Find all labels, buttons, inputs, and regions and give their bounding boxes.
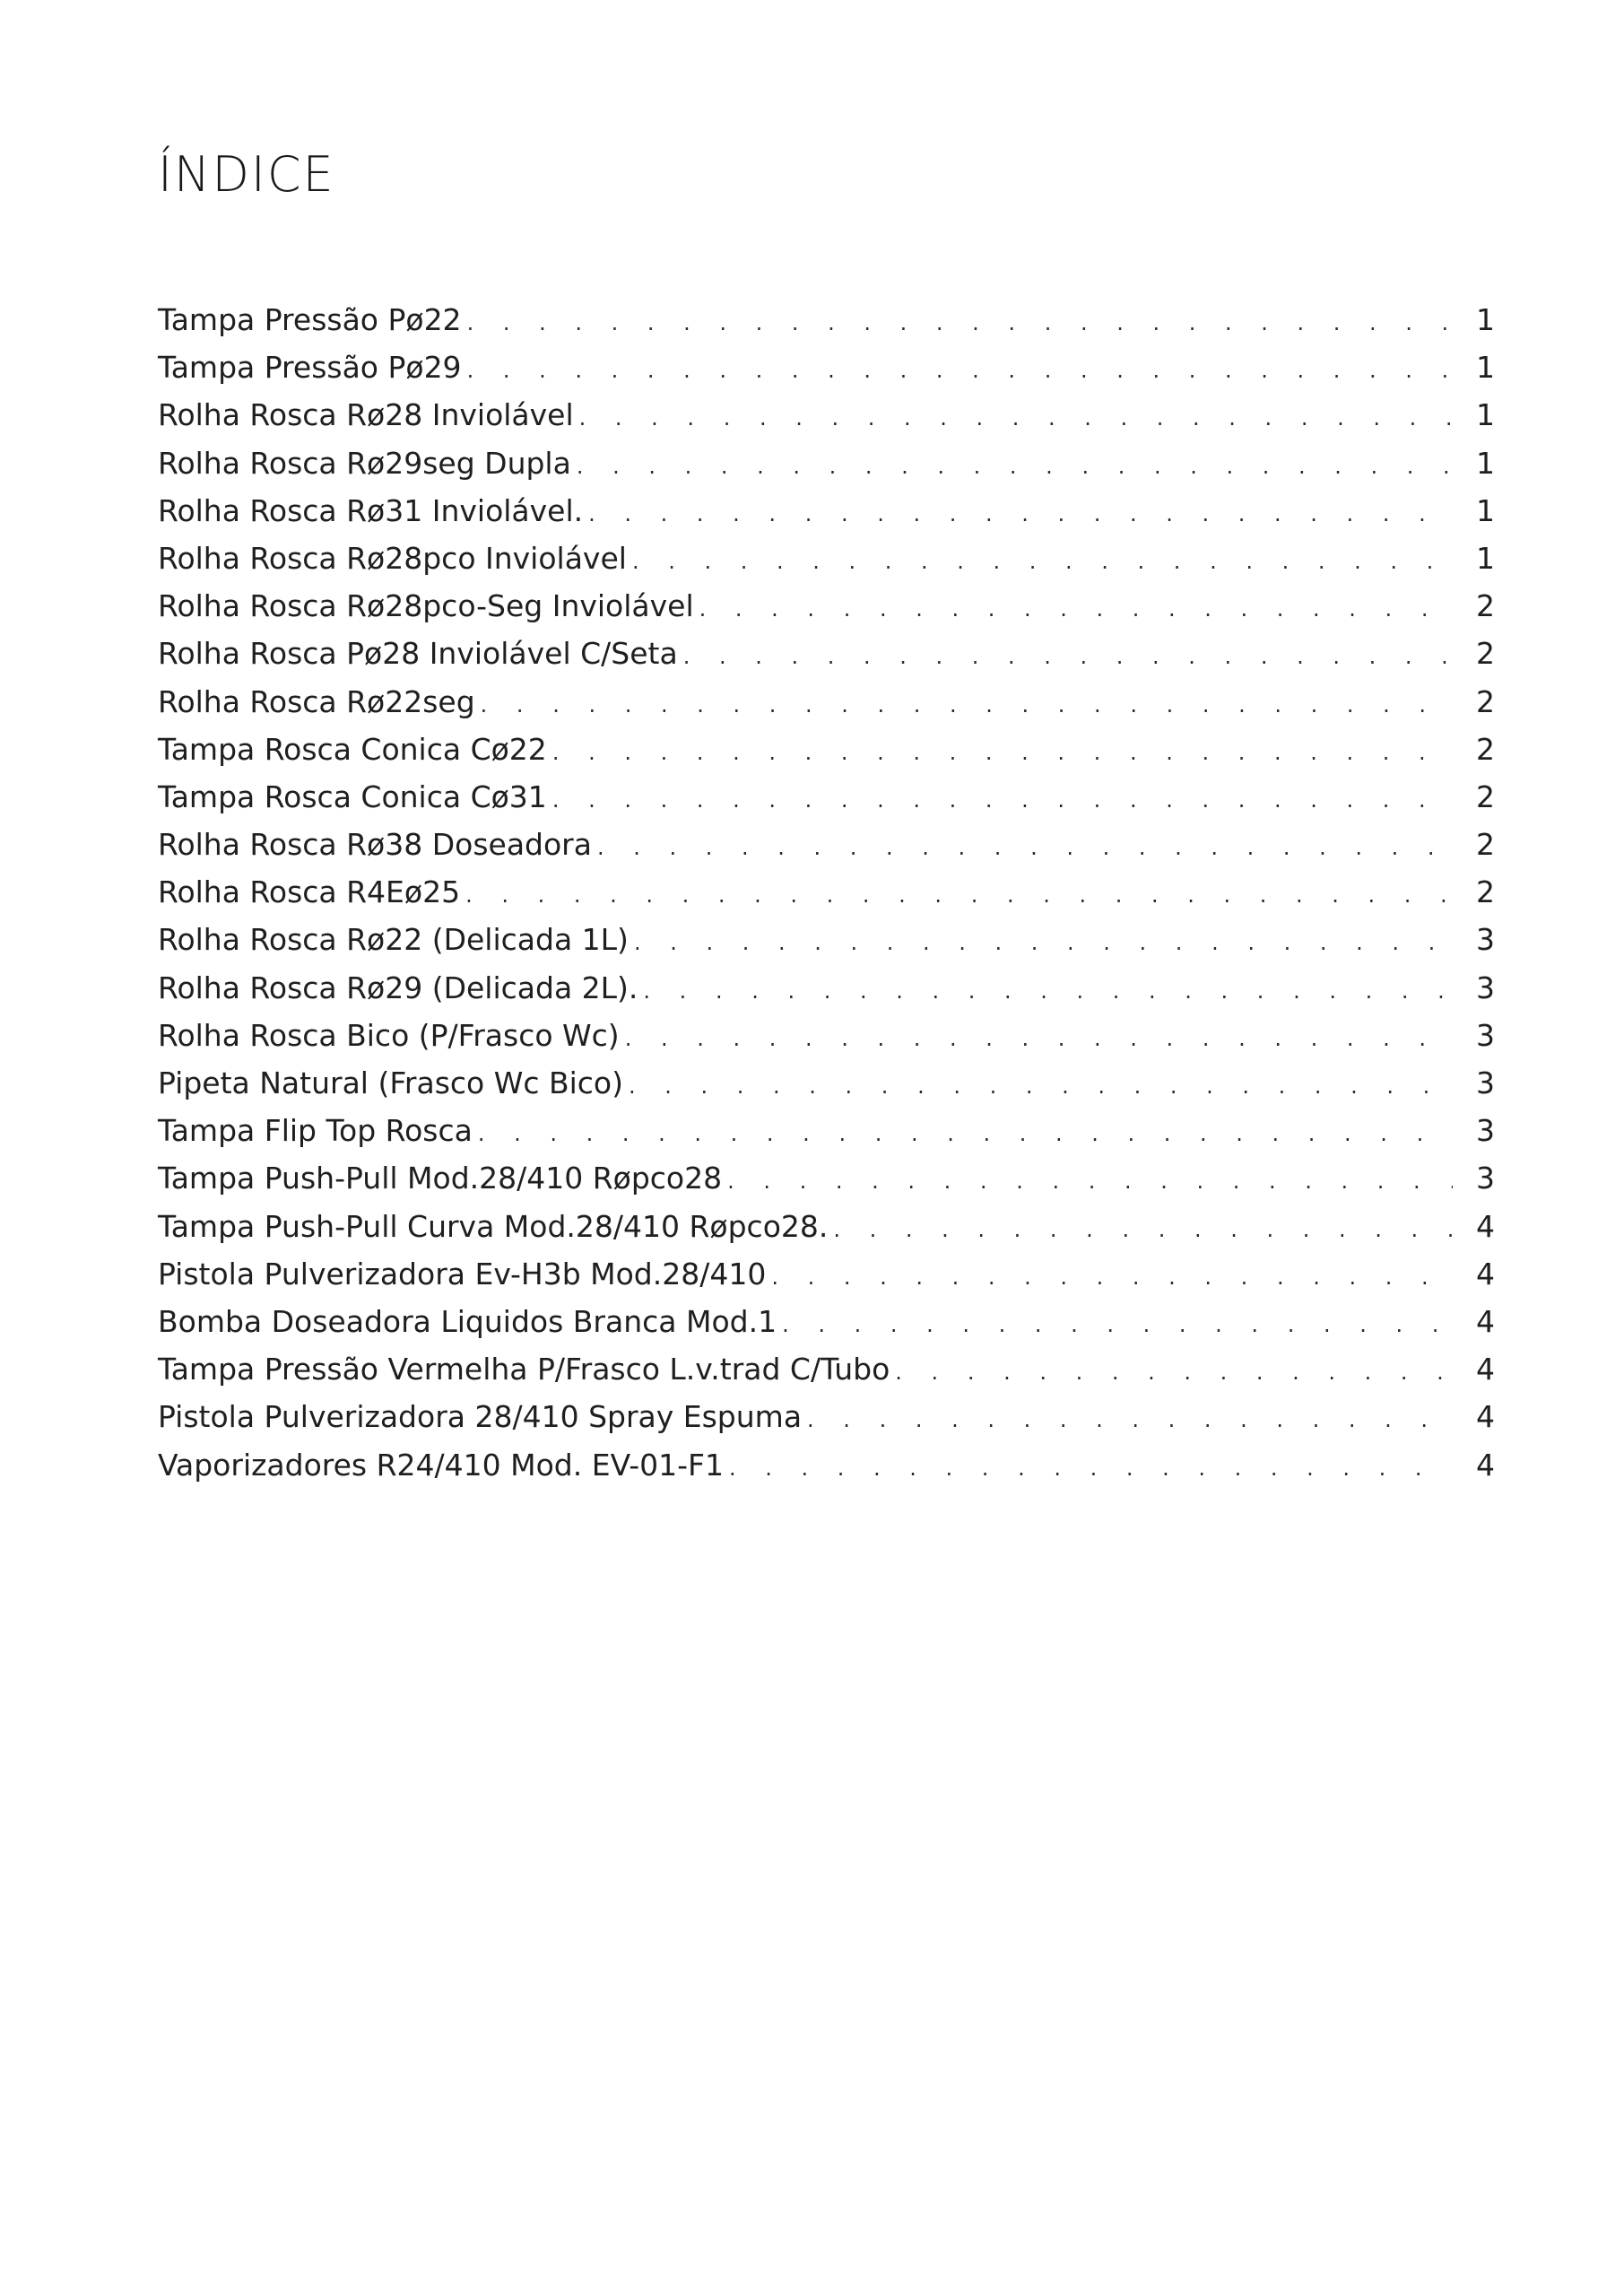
toc-entry[interactable]: [158, 821, 1494, 868]
toc-entry[interactable]: [158, 726, 1494, 773]
toc-entry[interactable]: [158, 1250, 1494, 1298]
page-title: ÍNDICE: [158, 146, 335, 203]
toc-entry[interactable]: [158, 1203, 1494, 1250]
toc-dot-leader: [727, 1158, 1453, 1205]
toc-entry-page-number: 3: [1476, 1113, 1495, 1149]
toc-entry-page-number: 1: [1476, 540, 1495, 576]
toc-entry-label: Rolha Rosca Rø29 (Delicada 2L).: [158, 970, 638, 1005]
toc-entry[interactable]: [158, 630, 1494, 677]
toc-entry-label: Rolha Rosca R4Eø25: [158, 874, 461, 910]
toc-entry-label: Rolha Rosca Bico (P/Frasco Wc): [158, 1017, 620, 1053]
toc-dot-leader: [634, 919, 1453, 967]
toc-entry-label: Pistola Pulverizadora 28/410 Spray Espuma: [158, 1399, 803, 1435]
toc-entry-label: Rolha Rosca Rø22 (Delicada 1L): [158, 922, 629, 958]
toc-entry-page-number: 2: [1476, 588, 1495, 624]
toc-entry-page-number: 4: [1476, 1352, 1495, 1387]
toc-entry-page-number: 1: [1476, 302, 1495, 337]
toc-entry-label: Tampa Pressão Vermelha P/Frasco L.v.trad C/Tubo: [158, 1352, 890, 1387]
toc-entry-page-number: 3: [1476, 970, 1495, 1005]
toc-entry[interactable]: [158, 487, 1494, 535]
toc-entry-label: Rolha Rosca Rø22seg: [158, 683, 475, 719]
toc-entry-label: Rolha Rosca Rø28 Inviolável: [158, 397, 574, 433]
toc-dot-leader: [729, 1445, 1453, 1492]
toc-entry[interactable]: [158, 582, 1494, 630]
toc-entry-label: Tampa Pressão Pø29: [158, 350, 462, 386]
toc-entry[interactable]: [158, 391, 1494, 439]
toc-dot-leader: [632, 538, 1453, 586]
toc-dot-leader: [579, 395, 1453, 442]
toc-entry-label: Tampa Push-Pull Mod.28/410 Røpco28: [158, 1161, 723, 1196]
toc-dot-leader: [467, 347, 1453, 395]
toc-entry-page-number: 4: [1476, 1256, 1495, 1292]
table-of-contents: [158, 296, 1494, 1489]
toc-entry-page-number: 2: [1476, 683, 1495, 719]
toc-entry-page-number: 1: [1476, 350, 1495, 386]
toc-dot-leader: [683, 633, 1453, 681]
toc-entry-label: Tampa Pressão Pø22: [158, 302, 462, 337]
toc-entry[interactable]: [158, 1107, 1494, 1154]
toc-dot-leader: [467, 300, 1453, 347]
toc-entry-page-number: 4: [1476, 1447, 1495, 1483]
toc-entry[interactable]: [158, 1393, 1494, 1440]
toc-dot-leader: [625, 1015, 1453, 1063]
toc-entry[interactable]: [158, 868, 1494, 916]
toc-entry-label: Pistola Pulverizadora Ev-H3b Mod.28/410: [158, 1256, 767, 1292]
toc-dot-leader: [771, 1254, 1453, 1301]
toc-entry[interactable]: [158, 1298, 1494, 1345]
toc-entry[interactable]: [158, 916, 1494, 963]
toc-entry[interactable]: [158, 773, 1494, 821]
toc-entry-page-number: 2: [1476, 778, 1495, 814]
toc-dot-leader: [629, 1063, 1453, 1110]
toc-entry-label: Rolha Rosca Rø29seg Dupla: [158, 445, 571, 481]
toc-dot-leader: [643, 968, 1453, 1015]
toc-dot-leader: [807, 1396, 1453, 1444]
toc-entry-label: Tampa Rosca Conica Cø22: [158, 731, 547, 767]
toc-dot-leader: [833, 1206, 1453, 1254]
toc-entry-page-number: 4: [1476, 1399, 1495, 1435]
toc-entry-page-number: 2: [1476, 874, 1495, 910]
toc-entry-page-number: 4: [1476, 1208, 1495, 1244]
toc-dot-leader: [597, 824, 1453, 872]
toc-dot-leader: [465, 872, 1453, 919]
toc-dot-leader: [588, 491, 1453, 538]
toc-entry[interactable]: [158, 964, 1494, 1012]
toc-entry-label: Bomba Doseadora Liquidos Branca Mod.1: [158, 1303, 777, 1339]
toc-entry[interactable]: [158, 1059, 1494, 1107]
toc-entry-page-number: 3: [1476, 922, 1495, 958]
toc-dot-leader: [782, 1301, 1453, 1349]
toc-entry-page-number: 3: [1476, 1017, 1495, 1053]
toc-entry-label: Tampa Flip Top Rosca: [158, 1113, 473, 1149]
toc-entry-page-number: 2: [1476, 731, 1495, 767]
toc-dot-leader: [481, 682, 1453, 729]
toc-entry-page-number: 3: [1476, 1161, 1495, 1196]
toc-dot-leader: [478, 1110, 1453, 1158]
toc-entry-page-number: 1: [1476, 492, 1495, 528]
toc-dot-leader: [699, 586, 1453, 633]
toc-dot-leader: [552, 729, 1453, 777]
toc-entry[interactable]: [158, 439, 1494, 487]
toc-entry-page-number: 2: [1476, 636, 1495, 672]
toc-entry[interactable]: [158, 535, 1494, 582]
toc-entry[interactable]: [158, 344, 1494, 391]
toc-entry[interactable]: [158, 1154, 1494, 1202]
toc-dot-leader: [552, 777, 1453, 824]
toc-entry[interactable]: [158, 1441, 1494, 1489]
toc-entry[interactable]: [158, 1345, 1494, 1393]
toc-entry-label: Pipeta Natural (Frasco Wc Bico): [158, 1065, 623, 1100]
toc-entry-label: Tampa Push-Pull Curva Mod.28/410 Røpco28.: [158, 1208, 829, 1244]
toc-entry-label: Rolha Rosca Pø28 Inviolável C/Seta: [158, 636, 678, 672]
toc-entry-page-number: 1: [1476, 445, 1495, 481]
toc-entry[interactable]: [158, 1012, 1494, 1059]
toc-dot-leader: [895, 1349, 1453, 1396]
toc-entry[interactable]: [158, 678, 1494, 726]
toc-entry-label: Vaporizadores R24/410 Mod. EV-01-F1: [158, 1447, 724, 1483]
toc-entry-label: Rolha Rosca Rø28pco-Seg Inviolável: [158, 588, 694, 624]
toc-entry-label: Rolha Rosca Rø38 Doseadora: [158, 827, 592, 863]
toc-entry[interactable]: [158, 296, 1494, 344]
toc-dot-leader: [577, 443, 1453, 491]
toc-entry-page-number: 1: [1476, 397, 1495, 433]
toc-entry-page-number: 2: [1476, 827, 1495, 863]
toc-entry-label: Rolha Rosca Rø28pco Inviolável: [158, 540, 627, 576]
toc-entry-label: Rolha Rosca Rø31 Inviolável.: [158, 492, 584, 528]
toc-entry-label: Tampa Rosca Conica Cø31: [158, 778, 547, 814]
toc-entry-page-number: 3: [1476, 1065, 1495, 1100]
toc-entry-page-number: 4: [1476, 1303, 1495, 1339]
